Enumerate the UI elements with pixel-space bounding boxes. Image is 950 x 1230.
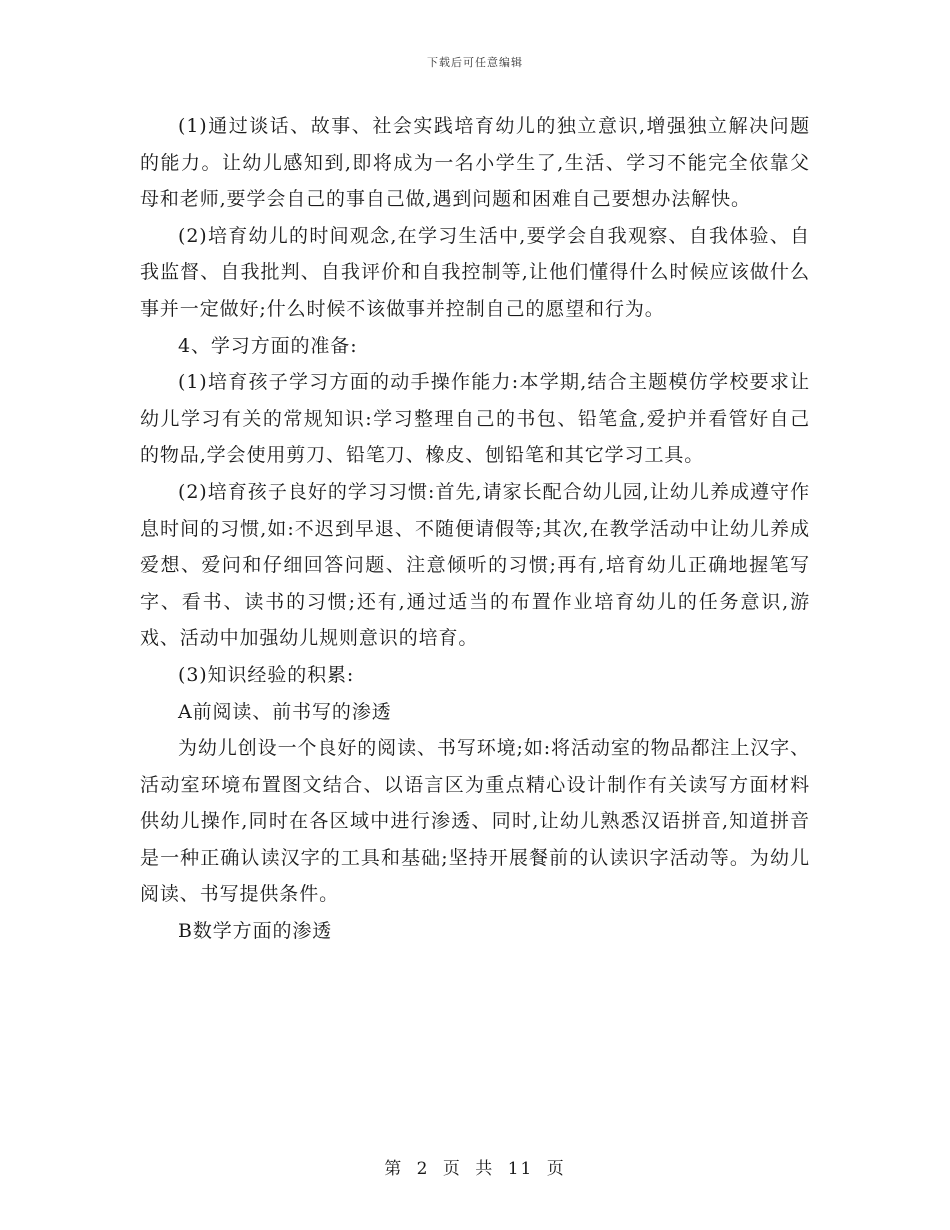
section-heading-learning-preparation: 4、学习方面的准备: [178, 334, 358, 357]
page-number-footer: 第 2 页 共 11 页 [384, 1159, 566, 1179]
paragraph-study-habits: (2)培育孩子良好的学习习惯:首先,请家长配合幼儿园,让幼儿养成遵守作息时间的习惯,如:不迟到早退、不随便请假等;其次,在教学活动中让幼儿养成爱想、爱问和仔细回答问题、注意倾听的习惯;再有,培育幼儿正确地握笔写字、看书、读书的习惯;还有,通过适当的布置作业培育幼儿的任务意识,游戏、活动中加强幼儿规则意识的培育。 [140, 480, 810, 650]
subheading-knowledge-accumulation: (3)知识经验的积累: [178, 663, 355, 686]
subheading-math: B数学方面的渗透 [178, 920, 333, 943]
subheading-reading-writing: A前阅读、前书写的渗透 [178, 700, 392, 723]
paragraph-reading-environment: 为幼儿创设一个良好的阅读、书写环境;如:将活动室的物品都注上汉字、活动室环境布置图文结合、以语言区为重点精心设计制作有关读写方面材料供幼儿操作,同时在各区域中进行渗透、同时,让幼儿熟悉汉语拼音,知道拼音是一种正确认读汉字的工具和基础;坚持开展餐前的认读识字活动等。为幼儿阅读、书写提供条件。 [140, 737, 810, 906]
page-header: 下载后可任意编辑 [427, 56, 523, 69]
paragraph-hands-on-ability: (1)培育孩子学习方面的动手操作能力:本学期,结合主题模仿学校要求让幼儿学习有关的常规知识:学习整理自己的书包、铅笔盒,爱护并看管好自己的物品,学会使用剪刀、铅笔刀、橡皮、刨铅笔和其它学习工具。 [140, 371, 810, 467]
document-body [140, 108, 810, 950]
paragraph-time-concept: (2)培育幼儿的时间观念,在学习生活中,要学会自我观察、自我体验、自我监督、自我批判、自我评价和自我控制等,让他们懂得什么时候应该做什么事并一定做好;什么时候不该做事并控制自己的愿望和行为。 [140, 224, 810, 320]
paragraph-independence: (1)通过谈话、故事、社会实践培育幼儿的独立意识,增强独立解决问题的能力。让幼儿感知到,即将成为一名小学生了,生活、学习不能完全依靠父母和老师,要学会自己的事自己做,遇到问题和困难自己要想办法解快。 [140, 115, 810, 211]
